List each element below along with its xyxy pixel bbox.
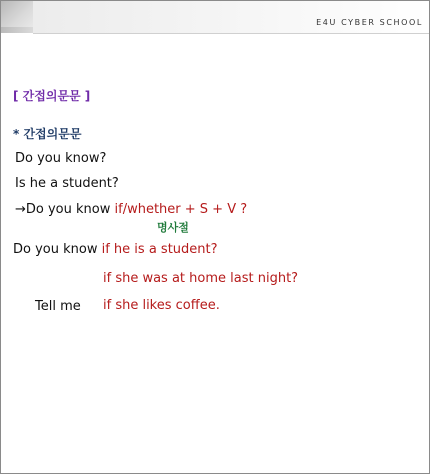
example-3-lead: Tell me (35, 299, 81, 314)
example-1-clause: if he is a student? (101, 242, 218, 257)
header (1, 1, 429, 33)
header-band (33, 1, 429, 34)
pattern-line (15, 202, 247, 217)
example-3-clause: if she likes coffee. (103, 298, 220, 313)
example-question-1: Do you know? (15, 151, 107, 166)
logo-block (1, 1, 33, 33)
example-question-2: Is he a student? (15, 176, 119, 191)
noun-clause-label: 명사절 (157, 221, 189, 234)
example-2-clause: if she was at home last night? (103, 271, 299, 286)
pattern-clause: if/whether + S + V ? (114, 202, 248, 217)
subheading: * 간접의문문 (13, 127, 82, 141)
example-1-lead: Do you know (13, 242, 98, 257)
pattern-lead: →Do you know (15, 202, 111, 217)
example-line-1 (13, 242, 218, 257)
section-title: [ 간접의문문 ] (13, 89, 91, 103)
school-name: E4U CYBER SCHOOL (316, 18, 423, 27)
